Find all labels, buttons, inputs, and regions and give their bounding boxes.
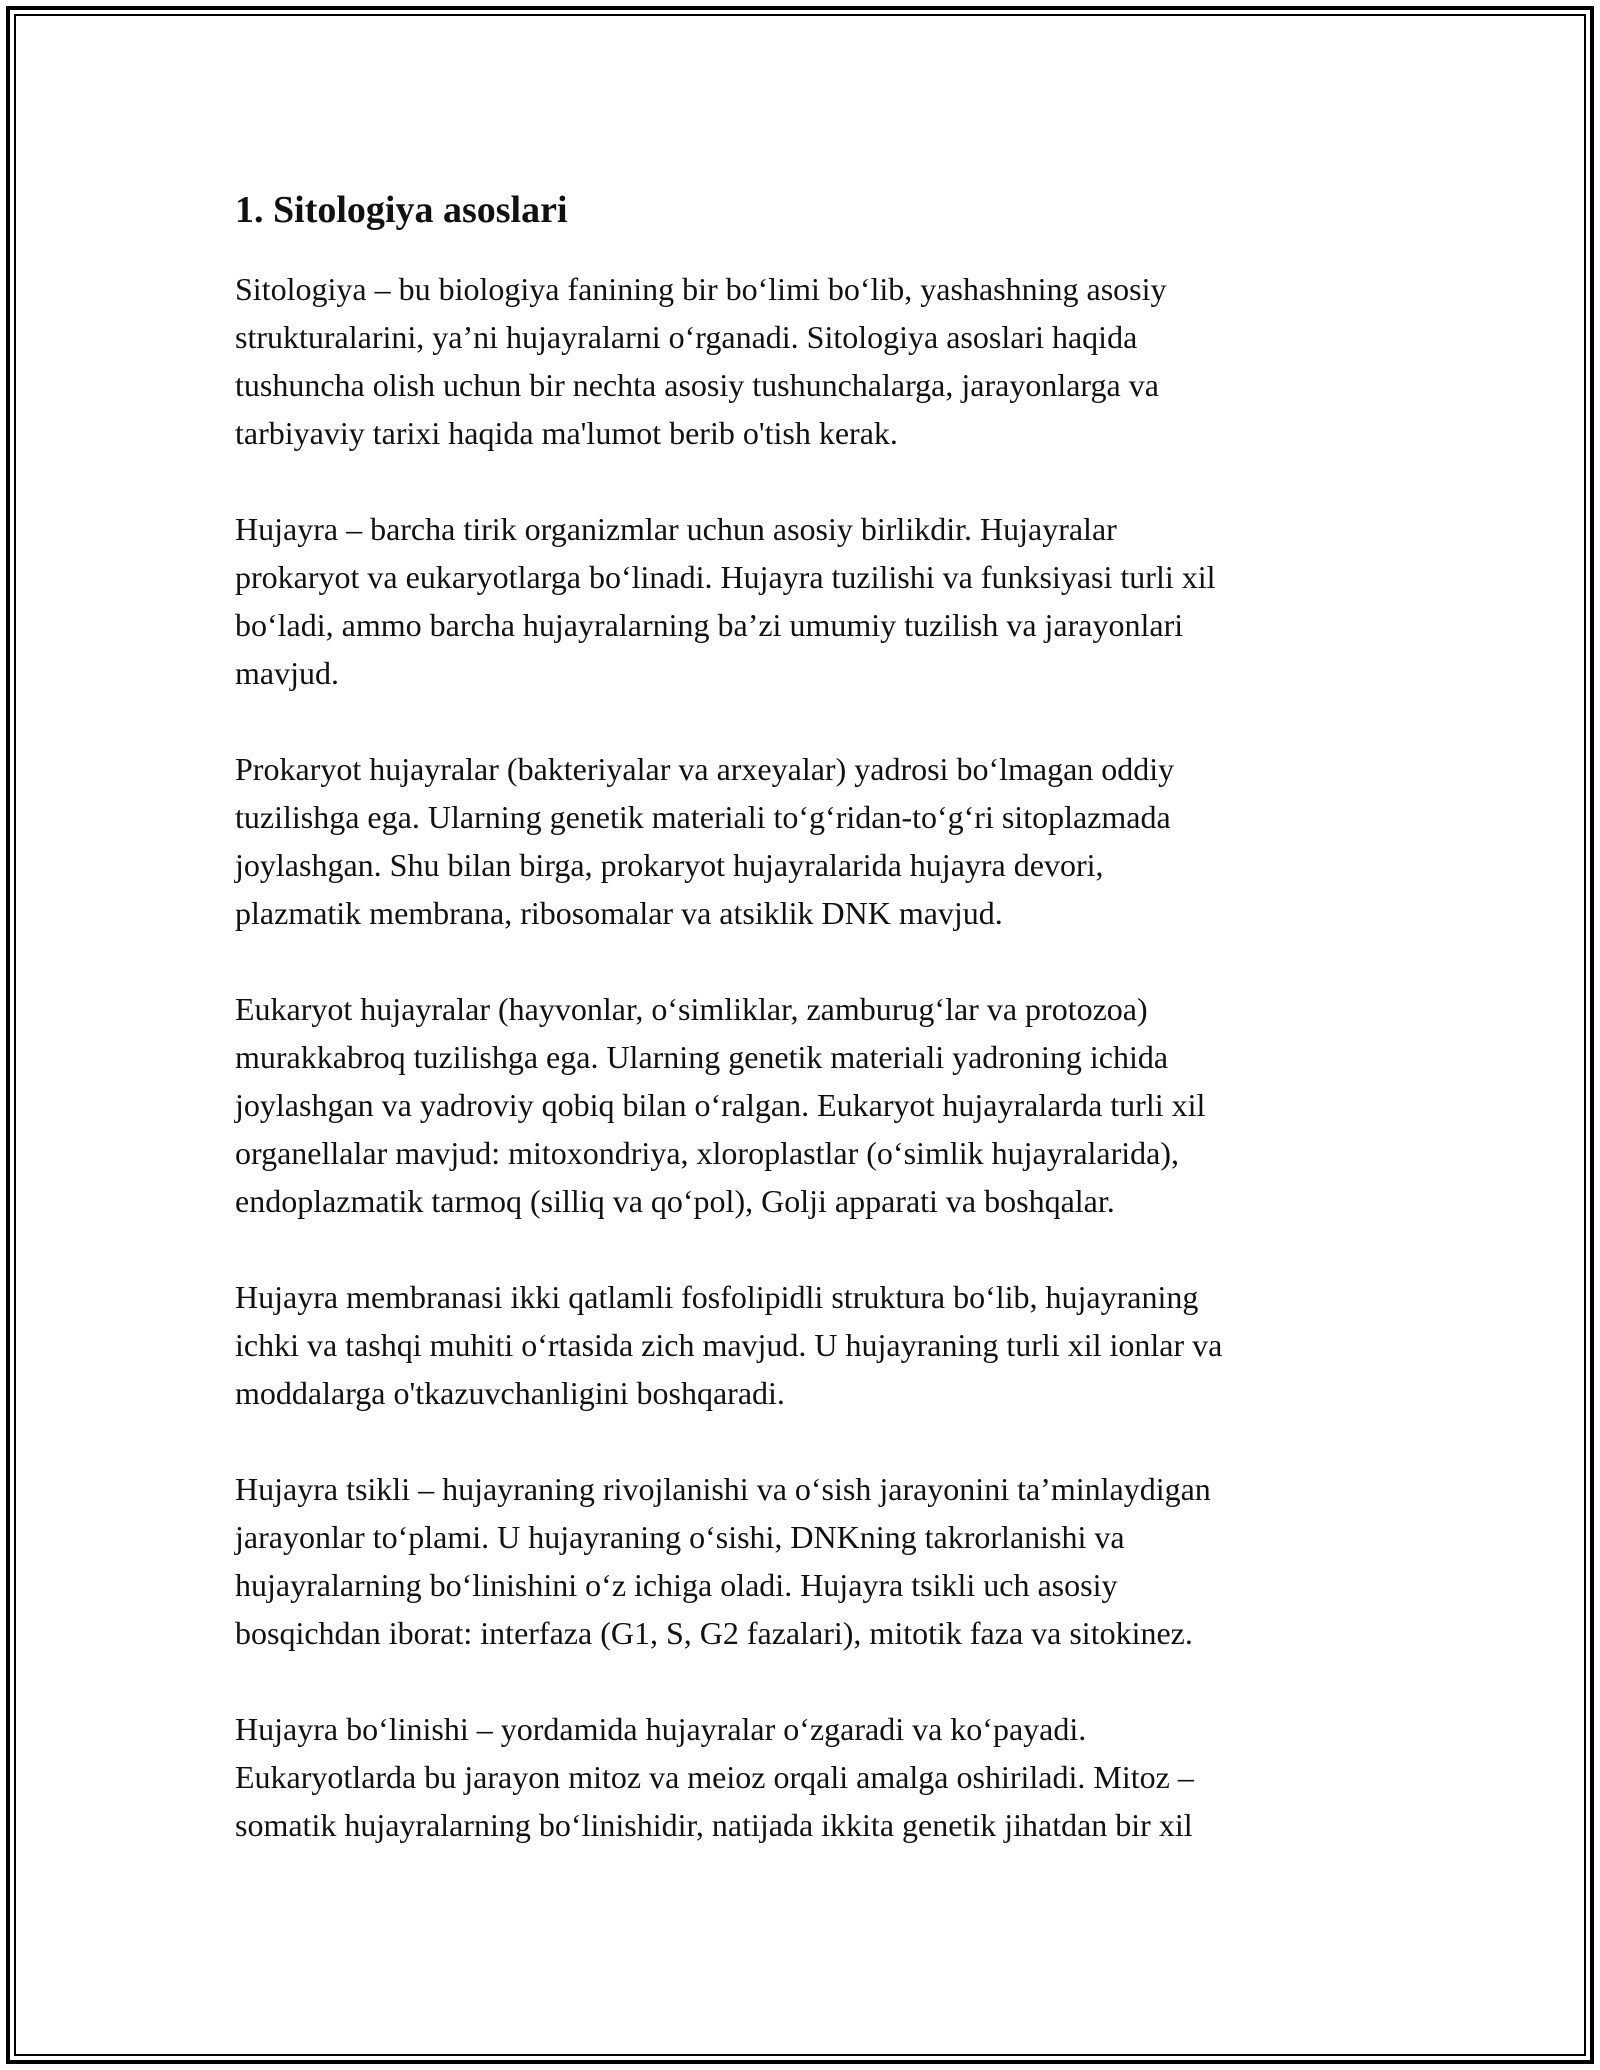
- paragraph-prokaryot: [235, 745, 1395, 937]
- text-line: tarbiyaviy tarixi haqida ma'lumot berib o'tish kerak.: [235, 415, 898, 452]
- text-line: bosqichdan iborat: interfaza (G1, S, G2 fazalari), mitotik faza va sitokinez.: [235, 1615, 1193, 1652]
- paragraph-membrana: [235, 1273, 1395, 1417]
- text-line: Hujayra membranasi ikki qatlamli fosfolipidli struktura bo‘lib, hujayraning: [235, 1279, 1199, 1316]
- text-line: endoplazmatik tarmoq (silliq va qo‘pol), Golji apparati va boshqalar.: [235, 1183, 1115, 1220]
- text-line: Hujayra – barcha tirik organizmlar uchun asosiy birlikdir. Hujayralar: [235, 511, 1117, 548]
- text-line: Prokaryot hujayralar (bakteriyalar va arxeyalar) yadrosi bo‘lmagan oddiy: [235, 751, 1175, 788]
- text-line: ichki va tashqi muhiti o‘rtasida zich mavjud. U hujayraning turli xil ionlar va: [235, 1327, 1223, 1364]
- paragraph-tsikl: [235, 1465, 1395, 1657]
- paragraph-eukaryot: [235, 985, 1395, 1225]
- text-line: prokaryot va eukaryotlarga bo‘linadi. Hujayra tuzilishi va funksiyasi turli xil: [235, 559, 1216, 596]
- text-line: strukturalarini, ya’ni hujayralarni o‘rganadi. Sitologiya asoslari haqida: [235, 319, 1138, 356]
- text-line: plazmatik membrana, ribosomalar va atsiklik DNK mavjud.: [235, 895, 1003, 932]
- document-body: [235, 186, 1395, 1897]
- text-line: jarayonlar to‘plami. U hujayraning o‘sishi, DNKning takrorlanishi va: [235, 1519, 1125, 1556]
- text-line: moddalarga o'tkazuvchanligini boshqaradi.: [235, 1375, 785, 1412]
- paragraph-hujayra: [235, 505, 1395, 697]
- text-line: Sitologiya – bu biologiya fanining bir bo‘limi bo‘lib, yashashning asosiy: [235, 271, 1167, 308]
- text-line: Hujayra bo‘linishi – yordamida hujayralar o‘zgaradi va ko‘payadi.: [235, 1711, 1087, 1748]
- paragraph-bolinish: [235, 1705, 1395, 1849]
- text-line: Eukaryotlarda bu jarayon mitoz va meioz orqali amalga oshiriladi. Mitoz –: [235, 1759, 1194, 1796]
- text-line: tuzilishga ega. Ularning genetik materiali to‘g‘ridan-to‘g‘ri sitoplazmada: [235, 799, 1171, 836]
- text-line: joylashgan va yadroviy qobiq bilan o‘ralgan. Eukaryot hujayralarda turli xil: [235, 1087, 1206, 1124]
- text-line: joylashgan. Shu bilan birga, prokaryot hujayralarida hujayra devori,: [235, 847, 1104, 884]
- text-line: somatik hujayralarning bo‘linishidir, natijada ikkita genetik jihatdan bir xil: [235, 1807, 1193, 1844]
- section-heading: 1. Sitologiya asoslari: [235, 189, 568, 231]
- text-line: Eukaryot hujayralar (hayvonlar, o‘simliklar, zamburug‘lar va protozoa): [235, 991, 1148, 1028]
- text-line: mavjud.: [235, 655, 339, 692]
- text-line: tushuncha olish uchun bir nechta asosiy tushunchalarga, jarayonlarga va: [235, 367, 1159, 404]
- text-line: Hujayra tsikli – hujayraning rivojlanishi va o‘sish jarayonini ta’minlaydigan: [235, 1471, 1211, 1508]
- text-line: organellalar mavjud: mitoxondriya, xloroplastlar (o‘simlik hujayralarida),: [235, 1135, 1180, 1172]
- text-line: murakkabroq tuzilishga ega. Ularning genetik materiali yadroning ichida: [235, 1039, 1169, 1076]
- text-line: bo‘ladi, ammo barcha hujayralarning ba’zi umumiy tuzilish va jarayonlari: [235, 607, 1184, 644]
- text-line: hujayralarning bo‘linishini o‘z ichiga oladi. Hujayra tsikli uch asosiy: [235, 1567, 1118, 1604]
- paragraph-sitologiya: [235, 265, 1395, 457]
